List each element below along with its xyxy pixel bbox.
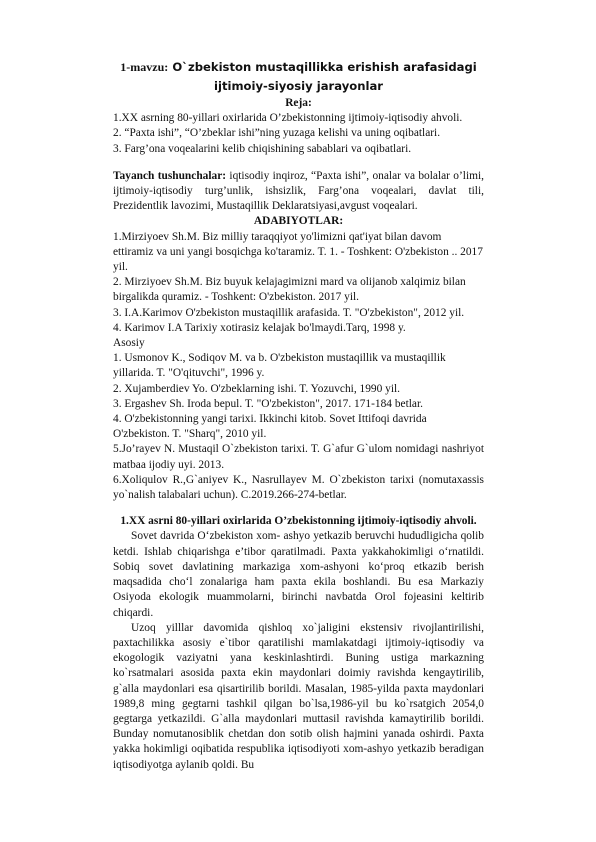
document-page xyxy=(113,58,484,773)
plan-heading: Reja: xyxy=(285,97,312,109)
literature-heading: ADABIYOTLAR: xyxy=(253,215,344,228)
literature-item: 1.Mirziyoev Sh.M. Biz milliy taraqqiyot yo'limizni qat'iyat bilan davom ettiramiz va uni yangi bosqichga ko'taramiz. T. 1. - Toshkent: O'zbekiston .. 2017 yil. xyxy=(113,230,483,274)
key-concepts xyxy=(113,169,484,215)
title-main: O`zbekiston mustaqillikka erishish arafasidagi ijtimoiy-siyosiy jarayonlar xyxy=(172,60,477,93)
literature-main-item: 5.Jo’rayev N. Mustaqil O`zbekiston tarixi. T. G`afur G`ulom nomidagi nashriyot matbaa ijodiy uyi. 2013. xyxy=(113,443,484,471)
literature-item: 2. Mirziyoev Sh.M. Biz buyuk kelajagimizni mard va olijanob xalqimiz bilan birgalikda quramiz. - Toshkent: O'zbekiston. 2017 yil. xyxy=(113,276,466,304)
literature-subheading: Asosiy xyxy=(113,337,145,350)
key-concepts-label: Tayanch tushunchalar: xyxy=(113,169,227,182)
literature-item: 4. Karimov I.A Tarixiy xotirasiz kelajak bo'lmaydi.Tarq, 1998 y. xyxy=(113,321,406,334)
section-heading: 1.XX asrni 80-yillari oxirlarida O’zbekistonning ijtimoiy-iqtisodiy ahvoli. xyxy=(120,515,477,528)
literature-main-item: 1. Usmonov K., Sodiqov M. va b. O'zbekiston mustaqillik va mustaqillik yillarida. T. "O'qituvchi", 1996 y. xyxy=(113,352,446,380)
spacer xyxy=(113,157,484,169)
literature-main-item: 4. O'zbekistonning yangi tarixi. Ikkinchi kitob. Sovet Ittifoqi davrida O'zbekiston. T. "Sharq", 2010 yil. xyxy=(113,413,427,441)
page-title xyxy=(113,58,484,96)
body-paragraph: Uzoq yilllar davomida qishloq xo`jaligini ekstensiv rivojlantirilishi, paxtachilikka asosiy e`tibor qaratilishi mamlakatdagi ijtimoiy-iqtisodiy va ekogologik vaziyatni yana keskinlashtirdi. Buning ustiga markazning ko`rsatmalari asosida paxta ekin maydonlari doimiy ravishda kengaytirilib, g`alla maydonlari esa qisartirilib borildi. Masalan, 1985-yilda paxta maydonlari 1989,8 ming gegtarni tashkil qilgan bo`lsa,1986-yil bu ko`rsatgich 2054,0 gegtarga yetkazildi. G`alla maydonlari muttasil ravishda kamaytirilib borildi. Bunday nomutanosiblik chetdan don sotib olish hajmini yanada oshirdi. Paxta yakka hokimligi oqibatida respublika iqtisodiyoti xom-ashyo yetkazib beradigan iqtisodiyotga aylanib qoldi. Bu xyxy=(113,621,484,771)
plan-item: 2. “Paxta ishi”, “O’zbeklar ishi”ning yuzaga kelishi va uning oqibatlari. xyxy=(113,127,441,140)
key-concepts-text: iqtisodiy inqiroz, “Paxta ishi”, onalar va bolalar o’limi, ijtimoiy-iqtisodiy turg’unlik, ishsizlik, Farg’ona voqealari, davlat tili, Prezidentlik lavozimi, Mustaqillik Deklaratsiyasi,avgust voqealari. xyxy=(113,169,484,213)
plan-item: 3. Farg’ona voqealarini kelib chiqishining sabablari va oqibatlari. xyxy=(113,142,412,155)
literature-main-item: 3. Ergashev Sh. Iroda bepul. T. "O'zbekiston", 2017. 171-184 betlar. xyxy=(113,397,423,410)
literature-main-item: 2. Xujamberdiev Yo. O'zbeklarning ishi. T. Yozuvchi, 1990 yil. xyxy=(113,382,401,395)
plan-item: 1.XX asrning 80-yillari oxirlarida O’zbekistonning ijtimoiy-iqtisodiy ahvoli. xyxy=(113,112,463,125)
literature-main-item: 6.Xoliqulov R.,G`aniyev K., Nasrullayev M. O`zbekiston tarixi (nomutaxassis yo`nalish talabalari uchun). C.2019.266-274-betlar. xyxy=(113,473,484,502)
title-prefix: 1-mavzu: xyxy=(120,60,169,74)
literature-item: 3. I.A.Karimov O'zbekiston mustaqillik arafasida. T. "O'zbekiston", 2012 yil. xyxy=(113,306,465,319)
body-paragraph: Sovet davrida O‘zbekiston xom- ashyo yetkazib beruvchi hududligicha qolib ketdi. Ishlab chiqarishga e’tibor qaratilmadi. Paxta yakkahokimligi o‘rnatildi. Sobiq sovet davlatining markaziga xom-ashyoni ko‘proq etkazib berish maqsadida cho‘l zonalariga ham paxta ekila boshlandi. Bu esa Markaziy Osiyoda ekologik muammolarni, birinchi navbatda Orol fojeasini keltirib chiqardi. xyxy=(113,530,484,619)
